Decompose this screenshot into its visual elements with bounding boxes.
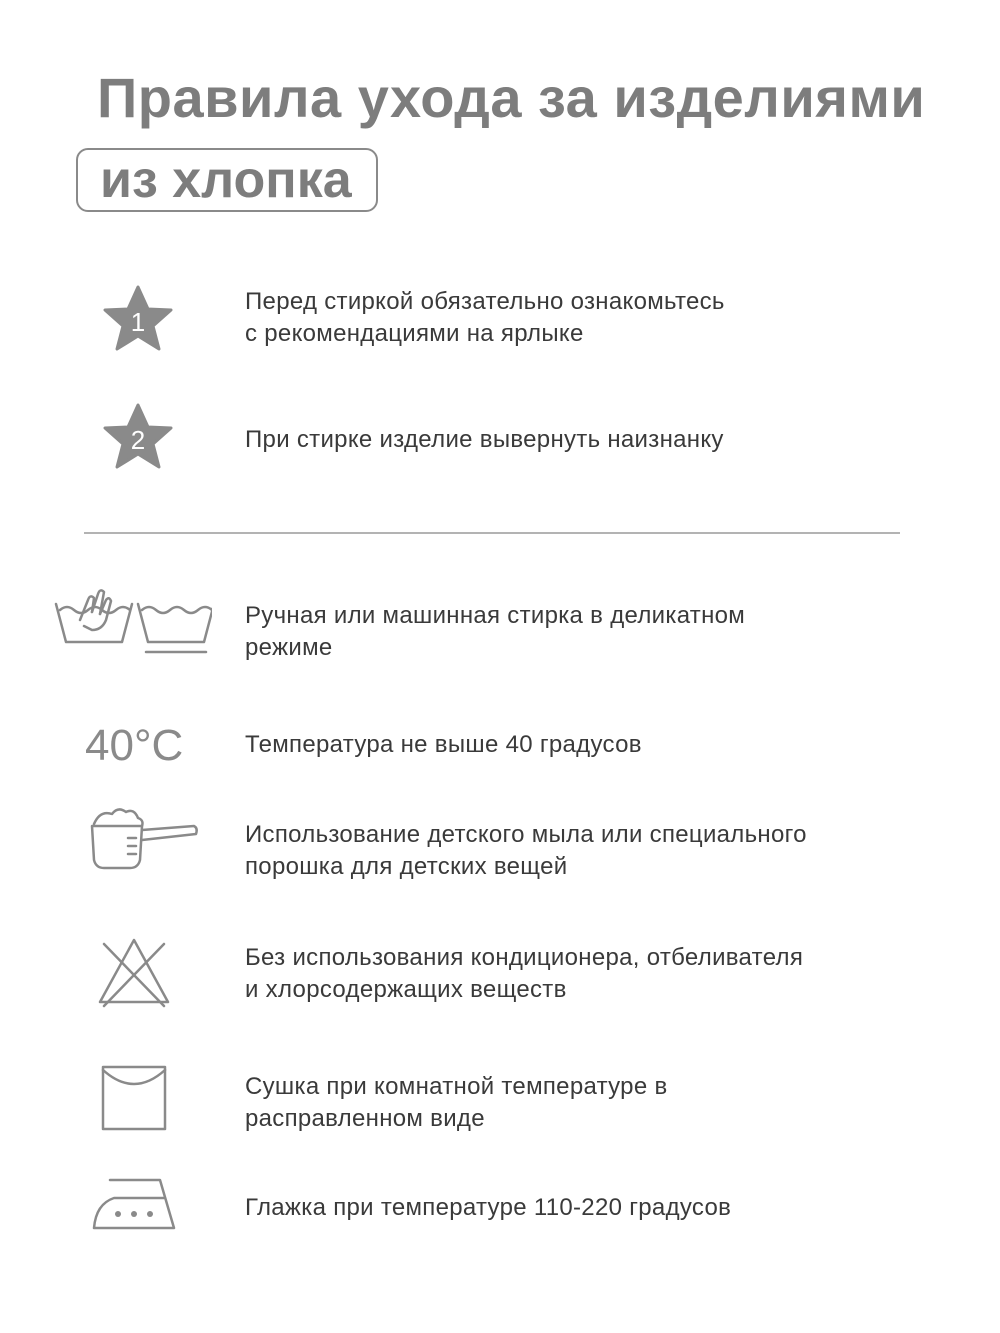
care-text — [245, 1192, 945, 1224]
detergent-scoop-icon — [88, 806, 200, 872]
care-text — [245, 729, 945, 761]
step-text — [245, 286, 945, 350]
step-number: 1 — [130, 307, 146, 337]
care-text-line: Температура не выше 40 градусов — [245, 731, 642, 758]
star-icon — [103, 285, 173, 351]
star-icon — [103, 403, 173, 469]
page-title: Правила ухода за изделиями — [97, 66, 926, 129]
care-text — [245, 942, 945, 1006]
care-text-line: Сушка при комнатной температуре в — [245, 1073, 668, 1100]
section-divider — [84, 532, 900, 534]
care-text-line: Без использования кондиционера, отбеливателя — [245, 944, 804, 971]
step-text — [245, 424, 945, 456]
care-text-line: Ручная или машинная стирка в деликатном — [245, 602, 746, 629]
care-text-line: порошка для детских вещей — [245, 853, 568, 880]
dry-flat-icon — [100, 1064, 168, 1132]
care-text-line: Глажка при температуре 110-220 градусов — [245, 1194, 732, 1221]
page-subtitle: из хлопка — [76, 148, 378, 212]
care-text-line: и хлорсодержащих веществ — [245, 976, 567, 1003]
step-text-line: с рекомендациями на ярлыке — [245, 320, 584, 347]
iron-icon — [90, 1176, 178, 1232]
step-text-line: При стирке изделие вывернуть наизнанку — [245, 426, 724, 453]
care-text — [245, 819, 945, 883]
temperature-label: 40°C — [85, 721, 184, 770]
care-text-line: расправленном виде — [245, 1105, 485, 1132]
step-text-line: Перед стиркой обязательно ознакомьтесь — [245, 288, 725, 315]
care-text-line: Использование детского мыла или специального — [245, 821, 807, 848]
care-text — [245, 600, 945, 664]
care-text — [245, 1071, 945, 1135]
care-text-line: режиме — [245, 634, 333, 661]
step-number: 2 — [130, 425, 146, 455]
hand-wash-icon — [52, 586, 212, 660]
no-bleach-icon — [96, 936, 172, 1008]
